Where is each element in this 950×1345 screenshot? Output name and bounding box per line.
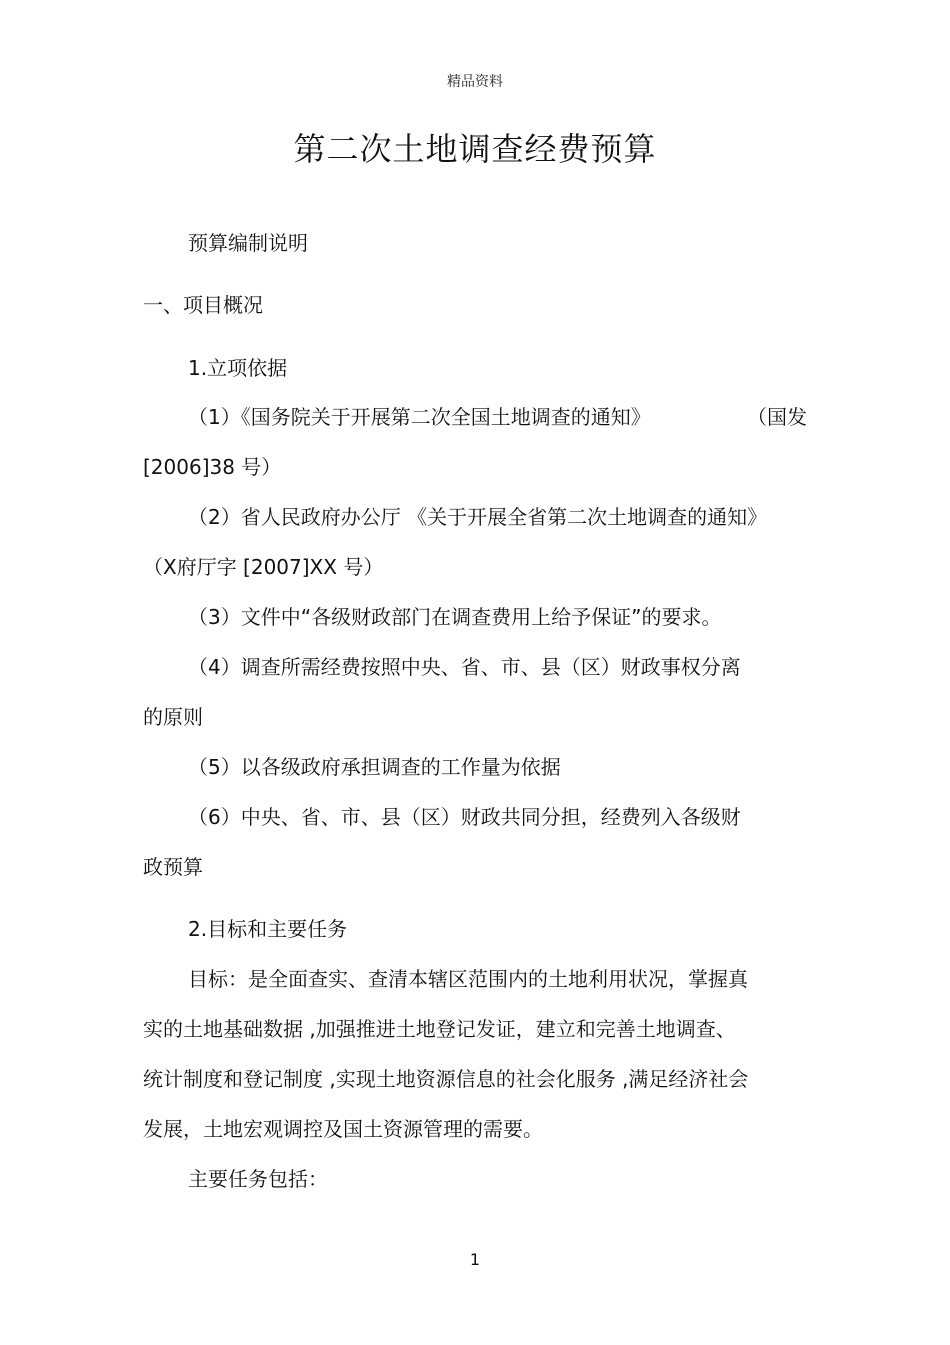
section-heading-overview: 一、项目概况: [143, 293, 263, 317]
document-title: 第二次土地调查经费预算: [293, 130, 657, 168]
paragraph-line: 主要任务包括：: [188, 1167, 328, 1191]
paragraph-line: （1）《国务院关于开展第二次全国土地调查的通知》: [188, 405, 651, 429]
paragraph-line: （3）文件中“各级财政部门在调查费用上给予保证”的要求。: [188, 605, 722, 629]
paragraph-line: 目标：是全面查实、查清本辖区范围内的土地利用状况，掌握真: [188, 967, 748, 991]
section-heading-budget-notes: 预算编制说明: [188, 231, 308, 255]
paragraph-line: （2）省人民政府办公厅 《关于开展全省第二次土地调查的通知》: [188, 505, 768, 529]
page-header: 精品资料: [447, 74, 503, 90]
paragraph-line: 发展，土地宏观调控及国土资源管理的需要。: [143, 1117, 543, 1141]
paragraph-line: 政预算: [143, 855, 203, 879]
paragraph-line: （5）以各级政府承担调查的工作量为依据: [188, 755, 561, 779]
paragraph-line: 实的土地基础数据 ,加强推进土地登记发证，建立和完善土地调查、: [143, 1017, 736, 1041]
paragraph-line: （X府厅字 [2007]XX 号）: [143, 555, 384, 579]
paragraph-line-tail: （国发: [747, 405, 807, 429]
paragraph-line: [2006]38 号）: [143, 455, 282, 479]
paragraph-line: （6）中央、省、市、县（区）财政共同分担，经费列入各级财: [188, 805, 741, 829]
page-number: 1: [469, 1250, 481, 1269]
paragraph-line: 的原则: [143, 705, 203, 729]
subsection-heading-goals: 2.目标和主要任务: [188, 917, 348, 941]
paragraph-line: （4）调查所需经费按照中央、省、市、县（区）财政事权分离: [188, 655, 741, 679]
subsection-heading-basis: 1.立项依据: [188, 356, 288, 380]
paragraph-line: 统计制度和登记制度 ,实现土地资源信息的社会化服务 ,满足经济社会: [143, 1067, 749, 1091]
